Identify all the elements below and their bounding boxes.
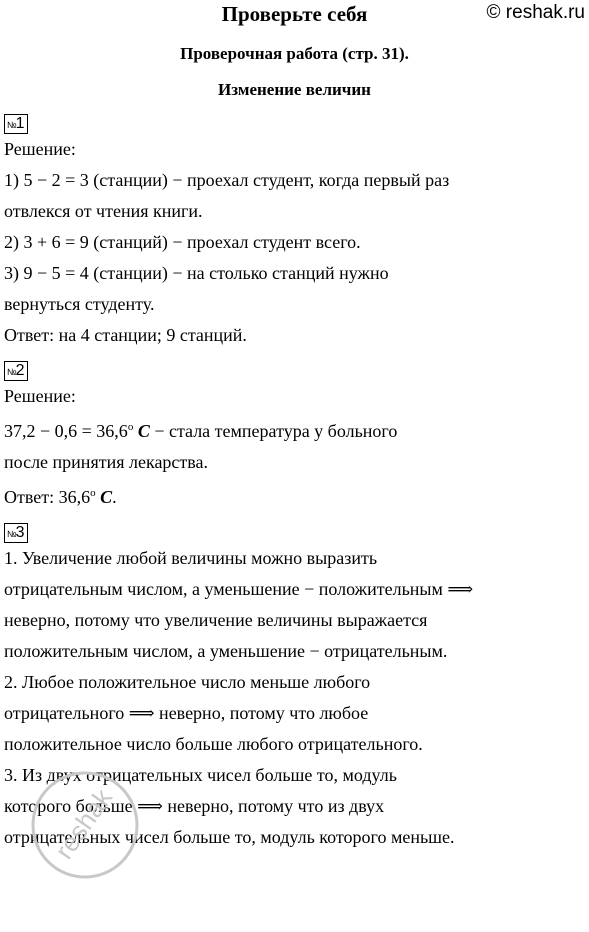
task-number: 1 (15, 115, 25, 132)
watermark-text: reshak (48, 783, 119, 865)
task-number-badge (4, 361, 28, 381)
task-number-badge (4, 523, 28, 543)
site-credit: © reshak.ru (486, 2, 585, 23)
text-line: 2) 3 + 6 = 9 (станций) − проехал студент всего. (4, 232, 361, 252)
text-line: Решение: (4, 386, 76, 406)
text-line: 2. Любое положительное число меньше любого (4, 672, 371, 692)
task-number: 2 (15, 362, 25, 379)
page-subtitle: Проверочная работа (стр. 31). (180, 44, 409, 63)
section-title: Изменение величин (218, 80, 371, 99)
degree-mark: о (127, 421, 134, 433)
text-line: 3. Из двух отрицательных чисел больше то, модуль (4, 765, 397, 785)
text-line: неверно, потому что увеличение величины выражается (4, 610, 428, 630)
formula-suffix: − стала температура у больного (149, 421, 398, 441)
text-line: отрицательным числом, а уменьшение − положительным ⟹ (4, 579, 474, 599)
header (0, 0, 589, 36)
text-line: отрицательных чисел больше то, модуль которого меньше. (4, 827, 455, 847)
answer-prefix: Ответ: 36,6 (4, 487, 91, 507)
answer-suffix: . (112, 487, 117, 507)
formula-line (4, 412, 589, 447)
number-sign: № (7, 367, 16, 377)
text-line: 1. Увеличение любой величины можно выразить (4, 548, 378, 568)
celsius-unit: C (137, 421, 150, 441)
text-line: положительное число больше любого отрицательного. (4, 734, 423, 754)
text-line: вернуться студенту. (4, 294, 155, 314)
text-line: Решение: (4, 139, 76, 159)
text-line: которого больше ⟹ неверно, потому что из двух (4, 796, 385, 816)
text-line: 1) 5 − 2 = 3 (станции) − проехал студент, когда первый раз (4, 170, 450, 190)
degree-mark: о (90, 487, 96, 499)
formula-prefix: 37,2 − 0,6 = 36,6 (4, 421, 128, 441)
task-2 (4, 351, 589, 513)
number-sign: № (7, 529, 16, 539)
text-line: после принятия лекарства. (4, 452, 209, 472)
answer-line: Ответ: на 4 станции; 9 станций. (4, 325, 247, 345)
text-line: 3) 9 − 5 = 4 (станции) − на столько станций нужно (4, 263, 389, 283)
page-title: Проверьте себя (221, 2, 368, 26)
number-sign: № (7, 120, 16, 130)
task-1 (4, 104, 589, 351)
task-number-badge (4, 114, 28, 134)
text-line: положительным числом, а уменьшение − отрицательным. (4, 641, 448, 661)
text-line: отрицательного ⟹ неверно, потому что любое (4, 703, 369, 723)
task-number: 3 (15, 524, 25, 541)
text-line: отвлекся от чтения книги. (4, 201, 203, 221)
celsius-unit: C (100, 487, 113, 507)
answer-line (4, 478, 589, 513)
task-3 (4, 513, 589, 853)
